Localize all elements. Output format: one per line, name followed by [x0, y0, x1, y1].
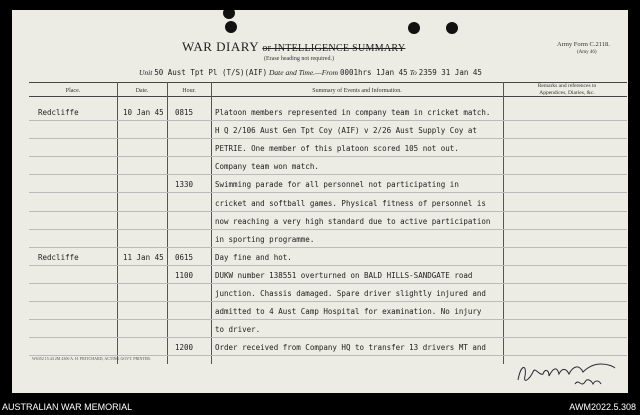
form-number: Army Form C.2118.	[557, 41, 610, 48]
row-rule	[29, 265, 627, 266]
row-rule	[29, 247, 627, 248]
row-rule	[29, 138, 627, 139]
row-rule	[29, 192, 627, 193]
row-summary: Day fine and hot.	[215, 253, 292, 262]
column-divider	[167, 82, 168, 364]
row-place: Redcliffe	[38, 108, 79, 117]
row-hour: 1100	[175, 271, 194, 280]
row-place: Redcliffe	[38, 253, 79, 262]
col-header-place: Place.	[65, 88, 81, 94]
row-summary: to driver.	[215, 325, 261, 334]
title-struck: or INTELLIGENCE SUMMARY	[262, 43, 406, 54]
page-title	[182, 39, 405, 55]
diary-page	[12, 10, 628, 393]
row-summary: Company team won match.	[215, 162, 319, 171]
row-rule	[29, 337, 627, 338]
footer-left: AUSTRALIAN WAR MEMORIAL	[2, 402, 133, 412]
date-to-label: To	[409, 68, 417, 77]
punch-hole	[408, 22, 420, 34]
row-rule	[29, 156, 627, 157]
row-summary: H Q 2/106 Aust Gen Tpt Coy (AIF) v 2/26 Aust Supply Coy at	[215, 126, 477, 135]
col-header-summary: Summary of Events and Information.	[312, 88, 402, 94]
footer-right: AWM2022.5.308	[569, 402, 636, 412]
row-summary: admitted to 4 Aust Camp Hospital for examination. No injury	[215, 307, 482, 316]
row-rule	[29, 174, 627, 175]
unit-label: Unit	[139, 68, 153, 77]
row-summary: Swimming parade for all personnel not participating in	[215, 180, 459, 189]
row-hour: 1200	[175, 343, 194, 352]
col-header-date: Date.	[135, 88, 149, 94]
row-summary: junction. Chassis damaged. Spare driver slightly injured and	[215, 289, 486, 298]
row-rule	[29, 120, 627, 121]
date-from: 0001hrs 1Jan 45	[339, 68, 408, 77]
date-label: Date and Time.—From	[268, 68, 339, 77]
remarks-header-line1: Remarks and references to	[537, 83, 597, 89]
unit-value: 50 Aust Tpt Pl (T/S)(AIF)	[154, 68, 268, 77]
column-divider	[503, 82, 504, 364]
row-rule	[29, 211, 627, 212]
row-rule	[29, 301, 627, 302]
column-divider	[117, 82, 118, 364]
punch-hole	[223, 10, 235, 19]
col-header-remarks	[507, 83, 627, 97]
row-summary: now reaching a very high standard due to active participation	[215, 217, 491, 226]
punch-hole	[225, 21, 237, 33]
row-hour: 0815	[175, 108, 194, 117]
row-summary: DUKW number 138551 overturned on BALD HILLS-SANDGATE road	[215, 271, 473, 280]
subtitle: (Erase heading not required.)	[264, 56, 334, 62]
punch-hole	[446, 22, 458, 34]
row-summary: in sporting programme.	[215, 235, 315, 244]
remarks-header-line2: Appendices, Diaries, &c.	[539, 90, 595, 96]
row-summary: Platoon members represented in company team in cricket match.	[215, 108, 491, 117]
row-summary: PETRIE. One member of this platoon scored 105 not out.	[215, 144, 459, 153]
col-header-hour: Hour.	[182, 88, 196, 94]
row-summary: cricket and softball games. Physical fitness of personnel is	[215, 199, 486, 208]
row-rule	[29, 229, 627, 230]
date-to: 2359 31 Jan 45	[418, 68, 482, 77]
row-date: 11 Jan 45	[123, 253, 164, 262]
column-divider	[211, 82, 212, 364]
row-date: 10 Jan 45	[123, 108, 164, 117]
unit-line	[139, 68, 482, 77]
row-hour: 0615	[175, 253, 194, 262]
row-hour: 1330	[175, 180, 194, 189]
printer-imprint: W6352 15.44 2M 4300 A. H. PRITCHARD, ACTING GOVT. PRINTER.	[32, 356, 151, 361]
row-summary: Order received from Company HQ to transfer 13 drivers MT and	[215, 343, 486, 352]
form-sub: (Amy 46)	[577, 50, 597, 55]
signature	[515, 350, 620, 390]
title-main: WAR DIARY	[182, 39, 259, 54]
row-rule	[29, 283, 627, 284]
row-rule	[29, 319, 627, 320]
